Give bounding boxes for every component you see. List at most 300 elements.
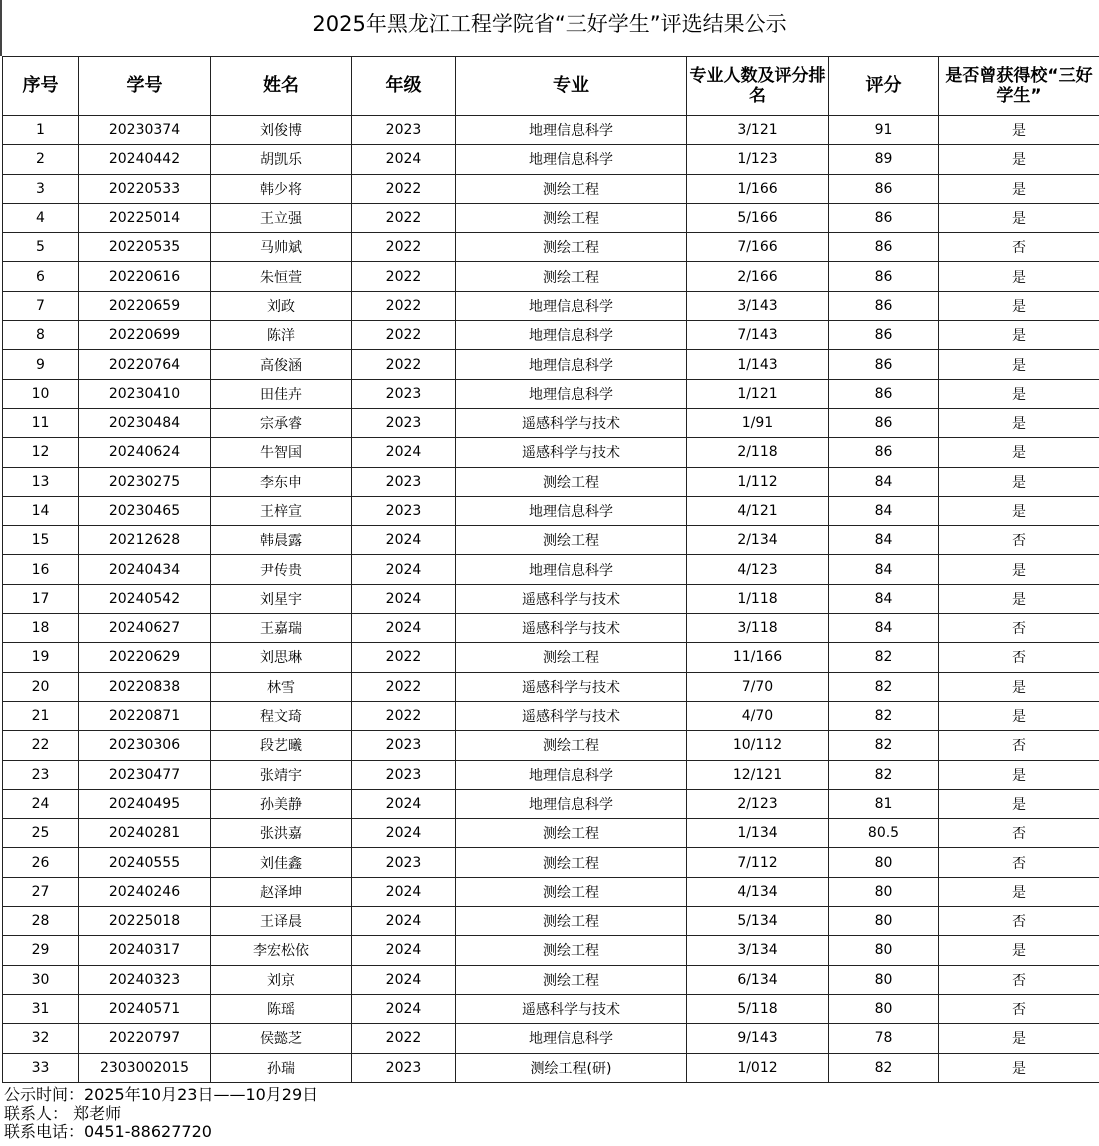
cell-score: 80 — [829, 877, 939, 906]
cell-grade: 2022 — [352, 672, 456, 701]
cell-major-rank: 3/143 — [687, 291, 829, 320]
cell-index: 11 — [3, 408, 79, 437]
cell-index: 14 — [3, 496, 79, 525]
cell-prior-award: 是 — [939, 584, 1099, 613]
table-row — [3, 174, 1099, 203]
cell-major-rank: 6/134 — [687, 965, 829, 994]
cell-grade: 2023 — [352, 760, 456, 789]
cell-prior-award: 是 — [939, 203, 1099, 232]
cell-grade: 2024 — [352, 907, 456, 936]
cell-name: 马帅斌 — [211, 233, 352, 262]
cell-major-rank: 1/012 — [687, 1053, 829, 1082]
cell-name: 赵泽坤 — [211, 877, 352, 906]
cell-student-id: 20240555 — [79, 848, 211, 877]
cell-name: 王译晨 — [211, 907, 352, 936]
cell-major-rank: 4/70 — [687, 701, 829, 730]
cell-prior-award: 是 — [939, 145, 1099, 174]
cell-grade: 2023 — [352, 1053, 456, 1082]
cell-major: 测绘工程 — [456, 965, 687, 994]
cell-score: 80 — [829, 936, 939, 965]
cell-score: 82 — [829, 701, 939, 730]
cell-prior-award: 否 — [939, 526, 1099, 555]
cell-grade: 2023 — [352, 496, 456, 525]
table-row — [3, 965, 1099, 994]
cell-prior-award: 是 — [939, 467, 1099, 496]
cell-student-id: 20240571 — [79, 994, 211, 1023]
cell-index: 25 — [3, 819, 79, 848]
cell-index: 18 — [3, 614, 79, 643]
cell-major-rank: 11/166 — [687, 643, 829, 672]
cell-score: 91 — [829, 116, 939, 145]
cell-name: 陈瑶 — [211, 994, 352, 1023]
table-row — [3, 731, 1099, 760]
cell-major: 测绘工程 — [456, 936, 687, 965]
cell-major: 测绘工程 — [456, 731, 687, 760]
cell-major: 地理信息科学 — [456, 291, 687, 320]
cell-major: 地理信息科学 — [456, 789, 687, 818]
cell-student-id: 20230306 — [79, 731, 211, 760]
cell-name: 刘星宇 — [211, 584, 352, 613]
cell-student-id: 20240627 — [79, 614, 211, 643]
cell-name: 林雪 — [211, 672, 352, 701]
cell-index: 33 — [3, 1053, 79, 1082]
table-row — [3, 145, 1099, 174]
cell-score: 86 — [829, 262, 939, 291]
cell-prior-award: 是 — [939, 350, 1099, 379]
cell-major: 测绘工程 — [456, 174, 687, 203]
contact-phone: 联系电话：0451-88627720 — [4, 1122, 212, 1141]
cell-student-id: 20220838 — [79, 672, 211, 701]
cell-prior-award: 否 — [939, 614, 1099, 643]
table-row — [3, 936, 1099, 965]
cell-major: 地理信息科学 — [456, 321, 687, 350]
cell-name: 王立强 — [211, 203, 352, 232]
cell-prior-award: 是 — [939, 174, 1099, 203]
cell-grade: 2022 — [352, 262, 456, 291]
cell-name: 高俊涵 — [211, 350, 352, 379]
cell-prior-award: 是 — [939, 555, 1099, 584]
cell-prior-award: 否 — [939, 233, 1099, 262]
cell-prior-award: 是 — [939, 321, 1099, 350]
cell-major: 测绘工程 — [456, 203, 687, 232]
cell-major: 地理信息科学 — [456, 116, 687, 145]
cell-prior-award: 是 — [939, 438, 1099, 467]
cell-grade: 2024 — [352, 994, 456, 1023]
cell-name: 刘京 — [211, 965, 352, 994]
cell-name: 尹传贵 — [211, 555, 352, 584]
cell-student-id: 20240317 — [79, 936, 211, 965]
cell-major-rank: 2/134 — [687, 526, 829, 555]
cell-major-rank: 1/118 — [687, 584, 829, 613]
cell-score: 81 — [829, 789, 939, 818]
cell-major-rank: 1/166 — [687, 174, 829, 203]
cell-name: 李东申 — [211, 467, 352, 496]
cell-prior-award: 否 — [939, 848, 1099, 877]
cell-student-id: 20240495 — [79, 789, 211, 818]
cell-prior-award: 是 — [939, 877, 1099, 906]
cell-index: 29 — [3, 936, 79, 965]
cell-name: 牛智国 — [211, 438, 352, 467]
cell-index: 30 — [3, 965, 79, 994]
cell-grade: 2024 — [352, 555, 456, 584]
cell-name: 陈洋 — [211, 321, 352, 350]
cell-name: 段艺曦 — [211, 731, 352, 760]
cell-student-id: 20225018 — [79, 907, 211, 936]
cell-student-id: 20220533 — [79, 174, 211, 203]
cell-major-rank: 3/134 — [687, 936, 829, 965]
table-row — [3, 496, 1099, 525]
cell-score: 84 — [829, 496, 939, 525]
cell-student-id: 20230374 — [79, 116, 211, 145]
cell-index: 13 — [3, 467, 79, 496]
cell-grade: 2024 — [352, 877, 456, 906]
cell-index: 22 — [3, 731, 79, 760]
cell-student-id: 20240434 — [79, 555, 211, 584]
cell-score: 78 — [829, 1024, 939, 1053]
page-title: 2025年黑龙江工程学院省“三好学生”评选结果公示 — [312, 12, 787, 36]
cell-index: 28 — [3, 907, 79, 936]
cell-major-rank: 2/123 — [687, 789, 829, 818]
cell-score: 80 — [829, 848, 939, 877]
cell-major: 测绘工程 — [456, 907, 687, 936]
table-row — [3, 643, 1099, 672]
cell-major-rank: 4/121 — [687, 496, 829, 525]
cell-index: 27 — [3, 877, 79, 906]
cell-student-id: 20225014 — [79, 203, 211, 232]
cell-major-rank: 1/134 — [687, 819, 829, 848]
header-major: 专业 — [456, 57, 687, 116]
table-row — [3, 233, 1099, 262]
cell-score: 80 — [829, 994, 939, 1023]
cell-grade: 2023 — [352, 379, 456, 408]
cell-index: 4 — [3, 203, 79, 232]
header-name: 姓名 — [211, 57, 352, 116]
cell-major: 测绘工程 — [456, 848, 687, 877]
cell-prior-award: 是 — [939, 1024, 1099, 1053]
cell-student-id: 20220764 — [79, 350, 211, 379]
cell-prior-award: 是 — [939, 1053, 1099, 1082]
cell-major: 地理信息科学 — [456, 760, 687, 789]
cell-name: 田佳卉 — [211, 379, 352, 408]
cell-prior-award: 否 — [939, 907, 1099, 936]
cell-prior-award: 否 — [939, 994, 1099, 1023]
cell-major: 地理信息科学 — [456, 350, 687, 379]
cell-grade: 2024 — [352, 438, 456, 467]
cell-prior-award: 是 — [939, 379, 1099, 408]
cell-name: 朱恒萱 — [211, 262, 352, 291]
table-row — [3, 1053, 1099, 1082]
cell-major-rank: 4/134 — [687, 877, 829, 906]
cell-score: 86 — [829, 321, 939, 350]
cell-score: 86 — [829, 379, 939, 408]
cell-student-id: 20220699 — [79, 321, 211, 350]
cell-grade: 2024 — [352, 936, 456, 965]
cell-major: 测绘工程(研) — [456, 1053, 687, 1082]
cell-name: 刘政 — [211, 291, 352, 320]
cell-index: 31 — [3, 994, 79, 1023]
cell-prior-award: 否 — [939, 819, 1099, 848]
cell-name: 程文琦 — [211, 701, 352, 730]
cell-major: 地理信息科学 — [456, 496, 687, 525]
cell-score: 84 — [829, 467, 939, 496]
cell-student-id: 20220616 — [79, 262, 211, 291]
footer-info — [4, 1086, 318, 1142]
header-prior-award: 是否曾获得校“三好学生” — [939, 57, 1099, 116]
table-row — [3, 760, 1099, 789]
cell-major-rank: 2/118 — [687, 438, 829, 467]
cell-score: 82 — [829, 760, 939, 789]
cell-name: 刘俊博 — [211, 116, 352, 145]
table-row — [3, 350, 1099, 379]
table-row — [3, 907, 1099, 936]
table-row — [3, 291, 1099, 320]
cell-student-id: 20212628 — [79, 526, 211, 555]
cell-major: 遥感科学与技术 — [456, 584, 687, 613]
cell-major-rank: 5/134 — [687, 907, 829, 936]
cell-score: 84 — [829, 614, 939, 643]
cell-name: 王嘉瑞 — [211, 614, 352, 643]
cell-score: 80 — [829, 907, 939, 936]
cell-index: 15 — [3, 526, 79, 555]
cell-name: 刘佳鑫 — [211, 848, 352, 877]
cell-grade: 2023 — [352, 408, 456, 437]
cell-student-id: 20240542 — [79, 584, 211, 613]
cell-student-id: 20240281 — [79, 819, 211, 848]
table-row — [3, 116, 1099, 145]
results-table — [2, 56, 1099, 1083]
cell-score: 82 — [829, 1053, 939, 1082]
cell-prior-award: 是 — [939, 496, 1099, 525]
cell-grade: 2024 — [352, 584, 456, 613]
cell-score: 82 — [829, 672, 939, 701]
cell-major: 地理信息科学 — [456, 145, 687, 174]
cell-grade: 2022 — [352, 321, 456, 350]
cell-score: 84 — [829, 584, 939, 613]
cell-prior-award: 是 — [939, 672, 1099, 701]
cell-grade: 2022 — [352, 1024, 456, 1053]
cell-major: 遥感科学与技术 — [456, 672, 687, 701]
cell-index: 17 — [3, 584, 79, 613]
cell-major-rank: 5/166 — [687, 203, 829, 232]
cell-prior-award: 是 — [939, 408, 1099, 437]
cell-major: 地理信息科学 — [456, 555, 687, 584]
cell-prior-award: 是 — [939, 936, 1099, 965]
cell-major-rank: 10/112 — [687, 731, 829, 760]
table-header-row — [3, 57, 1099, 116]
cell-major: 遥感科学与技术 — [456, 614, 687, 643]
cell-grade: 2022 — [352, 350, 456, 379]
cell-index: 9 — [3, 350, 79, 379]
cell-major: 遥感科学与技术 — [456, 408, 687, 437]
cell-major-rank: 3/121 — [687, 116, 829, 145]
cell-name: 王梓宣 — [211, 496, 352, 525]
cell-score: 80 — [829, 965, 939, 994]
cell-name: 李宏松依 — [211, 936, 352, 965]
cell-score: 84 — [829, 526, 939, 555]
cell-major-rank: 7/143 — [687, 321, 829, 350]
cell-index: 16 — [3, 555, 79, 584]
header-student-id: 学号 — [79, 57, 211, 116]
cell-grade: 2022 — [352, 701, 456, 730]
cell-name: 侯懿芝 — [211, 1024, 352, 1053]
cell-score: 82 — [829, 643, 939, 672]
cell-major: 测绘工程 — [456, 233, 687, 262]
table-row — [3, 467, 1099, 496]
cell-student-id: 20240624 — [79, 438, 211, 467]
cell-index: 3 — [3, 174, 79, 203]
cell-index: 8 — [3, 321, 79, 350]
cell-score: 86 — [829, 291, 939, 320]
table-row — [3, 438, 1099, 467]
cell-score: 86 — [829, 438, 939, 467]
cell-prior-award: 否 — [939, 731, 1099, 760]
cell-index: 7 — [3, 291, 79, 320]
cell-score: 86 — [829, 174, 939, 203]
cell-major-rank: 1/121 — [687, 379, 829, 408]
cell-name: 刘思琳 — [211, 643, 352, 672]
cell-index: 5 — [3, 233, 79, 262]
cell-prior-award: 是 — [939, 116, 1099, 145]
cell-student-id: 20230484 — [79, 408, 211, 437]
cell-index: 26 — [3, 848, 79, 877]
cell-student-id: 20230410 — [79, 379, 211, 408]
cell-major: 测绘工程 — [456, 262, 687, 291]
cell-index: 6 — [3, 262, 79, 291]
cell-name: 韩晨露 — [211, 526, 352, 555]
cell-prior-award: 否 — [939, 643, 1099, 672]
cell-major-rank: 4/123 — [687, 555, 829, 584]
cell-grade: 2022 — [352, 203, 456, 232]
table-row — [3, 877, 1099, 906]
cell-major-rank: 7/70 — [687, 672, 829, 701]
cell-major-rank: 1/91 — [687, 408, 829, 437]
cell-grade: 2023 — [352, 467, 456, 496]
cell-grade: 2022 — [352, 291, 456, 320]
cell-grade: 2024 — [352, 819, 456, 848]
cell-index: 24 — [3, 789, 79, 818]
table-row — [3, 526, 1099, 555]
cell-index: 2 — [3, 145, 79, 174]
table-row — [3, 1024, 1099, 1053]
cell-student-id: 20240323 — [79, 965, 211, 994]
cell-score: 86 — [829, 350, 939, 379]
table-row — [3, 848, 1099, 877]
table-row — [3, 701, 1099, 730]
cell-name: 胡凯乐 — [211, 145, 352, 174]
table-row — [3, 584, 1099, 613]
cell-grade: 2024 — [352, 789, 456, 818]
cell-student-id: 20220797 — [79, 1024, 211, 1053]
cell-grade: 2023 — [352, 731, 456, 760]
cell-score: 86 — [829, 203, 939, 232]
table-row — [3, 789, 1099, 818]
cell-index: 1 — [3, 116, 79, 145]
cell-score: 86 — [829, 408, 939, 437]
cell-major-rank: 2/166 — [687, 262, 829, 291]
cell-name: 孙瑞 — [211, 1053, 352, 1082]
table-row — [3, 819, 1099, 848]
cell-grade: 2023 — [352, 848, 456, 877]
cell-major: 地理信息科学 — [456, 379, 687, 408]
cell-name: 张洪嘉 — [211, 819, 352, 848]
cell-grade: 2024 — [352, 965, 456, 994]
cell-major: 遥感科学与技术 — [456, 701, 687, 730]
cell-major: 地理信息科学 — [456, 1024, 687, 1053]
cell-prior-award: 是 — [939, 760, 1099, 789]
cell-grade: 2022 — [352, 174, 456, 203]
cell-score: 80.5 — [829, 819, 939, 848]
cell-major: 测绘工程 — [456, 526, 687, 555]
cell-student-id: 20220535 — [79, 233, 211, 262]
header-grade: 年级 — [352, 57, 456, 116]
cell-student-id: 20230477 — [79, 760, 211, 789]
table-row — [3, 321, 1099, 350]
cell-prior-award: 否 — [939, 965, 1099, 994]
table-row — [3, 379, 1099, 408]
cell-major: 测绘工程 — [456, 877, 687, 906]
cell-index: 23 — [3, 760, 79, 789]
cell-major-rank: 12/121 — [687, 760, 829, 789]
cell-student-id: 20230465 — [79, 496, 211, 525]
cell-index: 32 — [3, 1024, 79, 1053]
table-row — [3, 203, 1099, 232]
cell-major: 测绘工程 — [456, 467, 687, 496]
table-row — [3, 408, 1099, 437]
cell-index: 19 — [3, 643, 79, 672]
cell-student-id: 2303002015 — [79, 1053, 211, 1082]
cell-student-id: 20240246 — [79, 877, 211, 906]
header-index: 序号 — [3, 57, 79, 116]
cell-major-rank: 1/112 — [687, 467, 829, 496]
cell-major: 遥感科学与技术 — [456, 994, 687, 1023]
cell-prior-award: 是 — [939, 701, 1099, 730]
cell-major: 测绘工程 — [456, 819, 687, 848]
cell-index: 12 — [3, 438, 79, 467]
cell-grade: 2022 — [352, 643, 456, 672]
cell-student-id: 20220871 — [79, 701, 211, 730]
header-score: 评分 — [829, 57, 939, 116]
cell-score: 89 — [829, 145, 939, 174]
cell-grade: 2024 — [352, 614, 456, 643]
cell-major-rank: 9/143 — [687, 1024, 829, 1053]
cell-major-rank: 1/123 — [687, 145, 829, 174]
cell-name: 宗承睿 — [211, 408, 352, 437]
cell-grade: 2022 — [352, 233, 456, 262]
cell-grade: 2024 — [352, 526, 456, 555]
cell-major-rank: 1/143 — [687, 350, 829, 379]
cell-student-id: 20230275 — [79, 467, 211, 496]
cell-major-rank: 7/166 — [687, 233, 829, 262]
table-row — [3, 672, 1099, 701]
publicity-time: 公示时间：2025年10月23日——10月29日 — [4, 1085, 319, 1104]
cell-student-id: 20220629 — [79, 643, 211, 672]
cell-score: 84 — [829, 555, 939, 584]
cell-name: 孙美静 — [211, 789, 352, 818]
cell-name: 张靖宇 — [211, 760, 352, 789]
cell-index: 10 — [3, 379, 79, 408]
cell-major-rank: 7/112 — [687, 848, 829, 877]
table-row — [3, 614, 1099, 643]
cell-major: 测绘工程 — [456, 643, 687, 672]
cell-score: 82 — [829, 731, 939, 760]
table-row — [3, 555, 1099, 584]
cell-major-rank: 3/118 — [687, 614, 829, 643]
cell-major-rank: 5/118 — [687, 994, 829, 1023]
cell-name: 韩少将 — [211, 174, 352, 203]
header-major-rank: 专业人数及评分排名 — [687, 57, 829, 116]
cell-prior-award: 是 — [939, 789, 1099, 818]
table-row — [3, 262, 1099, 291]
